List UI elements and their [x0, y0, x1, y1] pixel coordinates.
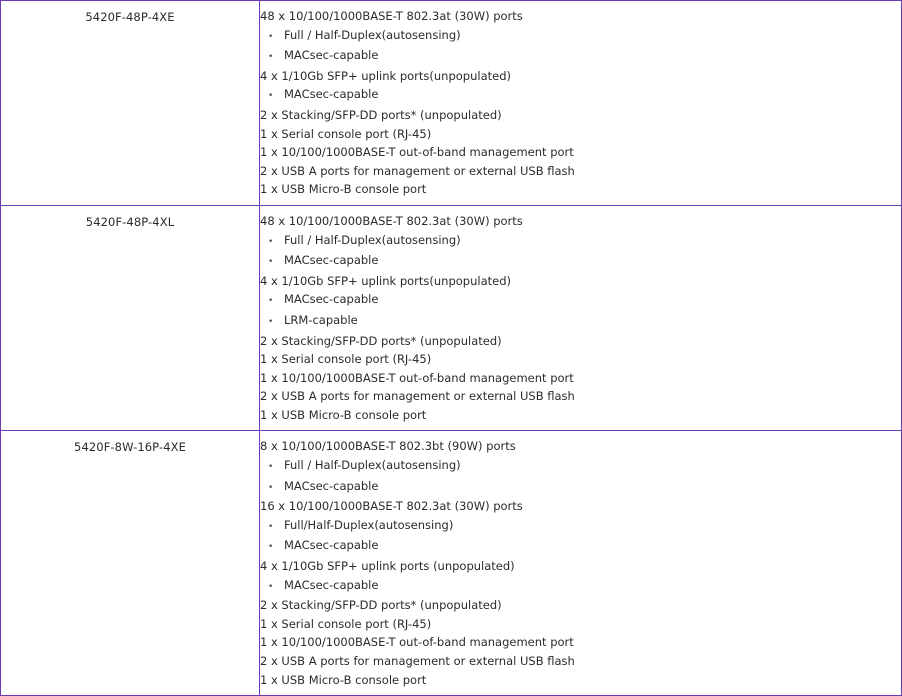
feature-item: [260, 67, 901, 86]
model-cell: [1, 1, 260, 206]
feature-text: MACsec-capable: [284, 292, 379, 307]
feature-item: [260, 596, 901, 615]
feature-text: MACsec-capable: [284, 253, 379, 268]
model-name: 5420F-48P-4XE: [85, 10, 175, 24]
feature-item: [260, 671, 901, 690]
bullet-icon: •: [268, 462, 274, 473]
feature-text: 1 x 10/100/1000BASE-T out-of-band management port: [260, 370, 574, 385]
feature-item: [260, 437, 901, 456]
feature-item: [260, 633, 901, 652]
feature-item: [260, 125, 901, 144]
feature-text: Full / Half-Duplex(autosensing): [284, 27, 461, 42]
feature-subitem: [260, 251, 901, 272]
feature-text: 8 x 10/100/1000BASE-T 802.3bt (90W) ports: [260, 439, 516, 454]
feature-text: 2 x Stacking/SFP-DD ports* (unpopulated): [260, 107, 502, 122]
feature-text: 2 x USB A ports for management or external USB flash: [260, 654, 575, 668]
feature-text: MACsec-capable: [284, 478, 379, 493]
feature-item: [260, 615, 901, 634]
feature-subitem: [260, 516, 901, 537]
feature-list: [260, 206, 901, 431]
feature-text: 4 x 1/10Gb SFP+ uplink ports(unpopulated): [260, 273, 512, 288]
feature-text: MACsec-capable: [284, 577, 379, 592]
feature-text: 1 x 10/100/1000BASE-T out-of-band management port: [260, 635, 574, 650]
feature-text: 1 x Serial console port (RJ-45): [260, 352, 432, 367]
feature-subitem: [260, 85, 901, 106]
feature-subitem: [260, 231, 901, 252]
feature-subitem: [260, 536, 901, 557]
feature-text: LRM-capable: [284, 312, 358, 327]
feature-text: 48 x 10/100/1000BASE-T 802.3at (30W) ports: [260, 9, 523, 23]
feature-item: [260, 350, 901, 369]
features-cell: [260, 1, 902, 206]
bullet-icon: •: [268, 257, 274, 268]
spec-table-body: [1, 1, 902, 696]
feature-item: [260, 406, 901, 425]
feature-item: [260, 106, 901, 125]
bullet-icon: •: [268, 542, 274, 553]
feature-text: 1 x USB Micro-B console port: [260, 672, 427, 687]
bullet-icon: •: [268, 316, 274, 327]
features-cell: [260, 431, 902, 696]
feature-text: 2 x Stacking/SFP-DD ports* (unpopulated): [260, 598, 502, 613]
feature-item: [260, 387, 901, 406]
feature-subitem: [260, 26, 901, 47]
feature-text: 16 x 10/100/1000BASE-T 802.3at (30W) ports: [260, 499, 523, 514]
model-cell: [1, 205, 260, 431]
feature-text: Full / Half-Duplex(autosensing): [284, 232, 461, 247]
bullet-icon: •: [268, 296, 274, 307]
feature-text: 4 x 1/10Gb SFP+ uplink ports (unpopulated): [260, 559, 515, 574]
feature-subitem: [260, 477, 901, 498]
feature-item: [260, 212, 901, 231]
bullet-icon: •: [268, 482, 274, 493]
table-row: [1, 1, 902, 206]
feature-text: MACsec-capable: [284, 48, 379, 63]
feature-text: MACsec-capable: [284, 538, 379, 553]
feature-item: [260, 162, 901, 181]
bullet-icon: •: [268, 52, 274, 63]
feature-text: 2 x USB A ports for management or external USB flash: [260, 163, 575, 178]
bullet-icon: •: [268, 236, 274, 247]
table-row: [1, 205, 902, 431]
feature-text: Full / Half-Duplex(autosensing): [284, 458, 461, 473]
feature-subitem: [260, 311, 901, 332]
features-cell: [260, 205, 902, 431]
bullet-icon: •: [268, 581, 274, 592]
feature-subitem: [260, 576, 901, 597]
feature-subitem: [260, 46, 901, 67]
bullet-icon: •: [268, 521, 274, 532]
feature-text: 1 x Serial console port (RJ-45): [260, 126, 432, 141]
feature-subitem: [260, 290, 901, 311]
feature-item: [260, 369, 901, 388]
feature-text: 48 x 10/100/1000BASE-T 802.3at (30W) ports: [260, 213, 523, 228]
bullet-icon: •: [268, 91, 274, 102]
feature-text: 2 x USB A ports for management or external USB flash: [260, 389, 575, 404]
feature-text: 1 x USB Micro-B console port: [260, 407, 427, 422]
feature-text: 1 x USB Micro-B console port: [260, 182, 427, 197]
feature-text: Full/Half-Duplex(autosensing): [284, 517, 454, 532]
feature-text: 1 x 10/100/1000BASE-T out-of-band management port: [260, 145, 574, 160]
model-cell: [1, 431, 260, 696]
feature-item: [260, 272, 901, 291]
model-name: 5420F-48P-4XL: [85, 214, 175, 229]
feature-item: [260, 557, 901, 576]
feature-text: MACsec-capable: [284, 87, 379, 102]
table-row: [1, 431, 902, 696]
feature-list: [260, 431, 901, 695]
feature-item: [260, 143, 901, 162]
feature-text: 2 x Stacking/SFP-DD ports* (unpopulated): [260, 333, 502, 348]
bullet-icon: •: [268, 31, 274, 42]
feature-item: [260, 652, 901, 671]
model-name: 5420F-8W-16P-4XE: [74, 440, 186, 455]
feature-item: [260, 332, 901, 351]
feature-item: [260, 180, 901, 199]
feature-item: [260, 7, 901, 26]
feature-text: 4 x 1/10Gb SFP+ uplink ports(unpopulated): [260, 68, 512, 83]
feature-text: 1 x Serial console port (RJ-45): [260, 616, 432, 631]
feature-item: [260, 497, 901, 516]
feature-subitem: [260, 456, 901, 477]
feature-list: [260, 1, 901, 205]
